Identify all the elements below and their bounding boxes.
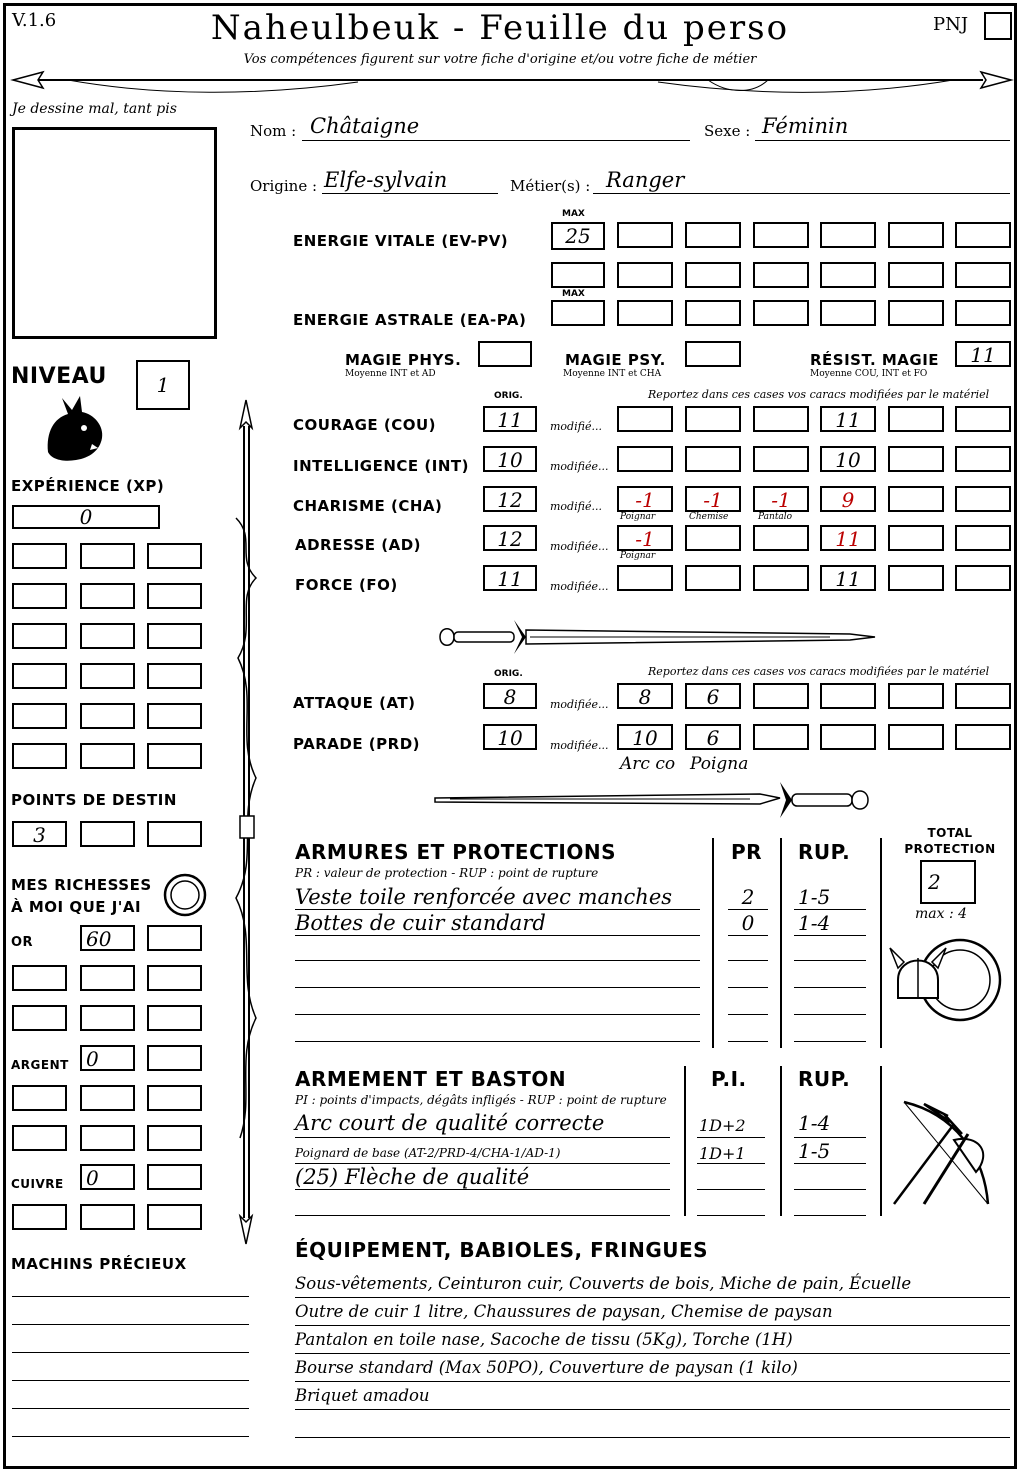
helmet-shield-icon: [888, 928, 1003, 1028]
carac-mod-box[interactable]: -1: [753, 486, 809, 512]
attaque-mod-box[interactable]: 8: [617, 683, 673, 709]
ea-box[interactable]: [753, 300, 809, 326]
equipement-line[interactable]: Briquet amadou: [295, 1386, 430, 1405]
argent-label: ARGENT: [11, 1058, 69, 1072]
carac-mod-box[interactable]: -1: [685, 486, 741, 512]
ev-box[interactable]: [617, 262, 673, 288]
carac-mod-box[interactable]: [955, 565, 1011, 591]
or-box[interactable]: [147, 965, 202, 991]
carac-mod-box[interactable]: [955, 525, 1011, 551]
argent-box[interactable]: [80, 1085, 135, 1111]
cuivre-box[interactable]: 0: [80, 1164, 135, 1190]
carac-mod-box[interactable]: [888, 486, 944, 512]
ea-label: ENERGIE ASTRALE (EA-PA): [293, 311, 527, 329]
armure-pr[interactable]: 0: [741, 911, 755, 935]
parade-mod-box[interactable]: [753, 724, 809, 750]
armure-rup[interactable]: 1-5: [798, 885, 831, 909]
ea-box[interactable]: [685, 300, 741, 326]
pnj-label: PNJ: [933, 14, 969, 35]
attaque-mod-box[interactable]: [753, 683, 809, 709]
xp-box[interactable]: [147, 543, 202, 569]
version-label: V.1.6: [12, 10, 57, 31]
equipement-line[interactable]: Pantalon en toile nase, Sacoche de tissu (5Kg), Torche (1H): [295, 1330, 793, 1349]
carac-mod-box[interactable]: 9: [820, 486, 876, 512]
magie-phys-box[interactable]: [478, 341, 532, 367]
vertical-spear-illustration: [226, 398, 266, 1246]
carac-mod-label: modifiée...: [550, 460, 609, 473]
xp-box[interactable]: [80, 583, 135, 609]
carac-mod-box[interactable]: [617, 446, 673, 472]
xp-box[interactable]: [12, 623, 67, 649]
carac-mod-box[interactable]: [685, 565, 741, 591]
argent-box[interactable]: [80, 1125, 135, 1151]
niveau-box[interactable]: 1: [136, 360, 190, 410]
arme-name[interactable]: Poignard de base (AT-2/PRD-4/CHA-1/AD-1): [295, 1146, 561, 1160]
parade-mod-box[interactable]: [820, 724, 876, 750]
resist-magie-label: RÉSIST. MAGIE: [810, 351, 940, 369]
or-box[interactable]: [12, 965, 67, 991]
carac-mod-box[interactable]: [685, 525, 741, 551]
armement-title: ARMEMENT ET BASTON: [295, 1067, 567, 1091]
combat-orig-label: ORIG.: [494, 669, 523, 679]
ev-box[interactable]: [820, 262, 876, 288]
xp-box[interactable]: [147, 583, 202, 609]
sexe-label: Sexe :: [704, 122, 751, 140]
ea-max-box[interactable]: [551, 300, 605, 326]
portrait-caption: Je dessine mal, tant pis: [12, 101, 177, 117]
carac-label: FORCE (FO): [295, 576, 398, 594]
attaque-mod-box[interactable]: 6: [685, 683, 741, 709]
argent-box[interactable]: [12, 1085, 67, 1111]
attaque-orig-box[interactable]: 8: [483, 683, 537, 709]
carac-orig-label: ORIG.: [494, 391, 523, 401]
armure-line[interactable]: [295, 960, 700, 961]
xp-box[interactable]: [80, 623, 135, 649]
parade-mod-box[interactable]: 6: [685, 724, 741, 750]
armure-line[interactable]: [295, 1041, 700, 1042]
ev-max-label: MAX: [562, 209, 585, 219]
carac-orig-box[interactable]: 11: [483, 406, 537, 432]
attaque-mod-box[interactable]: [820, 683, 876, 709]
ea-box[interactable]: [617, 300, 673, 326]
carac-mod-box[interactable]: [753, 525, 809, 551]
sheet-subtitle: Vos compétences figurent sur votre fiche d'origine et/ou votre fiche de métier: [243, 52, 757, 67]
carac-report-note: Reportez dans ces cases vos caracs modifiées par le matériel: [648, 388, 990, 401]
carac-orig-box[interactable]: 11: [483, 565, 537, 591]
xp-box[interactable]: 0: [12, 505, 160, 529]
xp-box[interactable]: [80, 543, 135, 569]
carac-mod-box[interactable]: [753, 565, 809, 591]
sheet-title: Naheulbeuk - Feuille du perso: [210, 8, 790, 48]
parade-label: PARADE (PRD): [293, 735, 421, 753]
arme-rup[interactable]: 1-5: [798, 1139, 831, 1163]
total-protection-label-2: PROTECTION: [904, 842, 996, 856]
cuivre-box[interactable]: [80, 1204, 135, 1230]
combat-col-note: Arc co: [620, 754, 676, 774]
parade-orig-box[interactable]: 10: [483, 724, 537, 750]
argent-box[interactable]: [147, 1085, 202, 1111]
ev-box[interactable]: [753, 262, 809, 288]
portrait-box[interactable]: [12, 127, 217, 339]
carac-label: COURAGE (COU): [293, 416, 437, 434]
sword-illustration: [430, 776, 880, 826]
or-box[interactable]: [12, 1005, 67, 1031]
nom-field[interactable]: Châtaigne: [310, 114, 420, 138]
carac-mod-note: Pantalo: [758, 512, 793, 522]
armement-note: PI : points d'impacts, dégâts infligés - RUP : point de rupture: [295, 1093, 667, 1107]
ea-box[interactable]: [955, 300, 1011, 326]
xp-box[interactable]: [147, 703, 202, 729]
carac-mod-box[interactable]: 11: [820, 565, 876, 591]
armure-name[interactable]: Bottes de cuir standard: [295, 911, 546, 935]
ev-box[interactable]: [617, 222, 673, 248]
arme-name[interactable]: (25) Flèche de qualité: [295, 1165, 530, 1189]
combat-col-note: Poigna: [690, 754, 749, 774]
ev-label: ENERGIE VITALE (EV-PV): [293, 232, 509, 250]
origine-label: Origine :: [250, 177, 318, 195]
destin-box[interactable]: 3: [12, 821, 67, 847]
carac-mod-box[interactable]: -1: [617, 525, 673, 551]
cuivre-label: CUIVRE: [11, 1177, 64, 1191]
carac-orig-box[interactable]: 12: [483, 525, 537, 551]
ea-box[interactable]: [888, 300, 944, 326]
sexe-field[interactable]: Féminin: [762, 114, 849, 138]
ea-max-label: MAX: [562, 289, 585, 299]
pnj-checkbox[interactable]: [984, 12, 1012, 40]
attaque-mod-box[interactable]: [888, 683, 944, 709]
ev-box[interactable]: [685, 222, 741, 248]
ev-box[interactable]: [955, 222, 1011, 248]
carac-mod-label: modifié...: [550, 420, 602, 433]
armure-name[interactable]: Veste toile renforcée avec manches: [295, 885, 673, 909]
cuivre-box[interactable]: [12, 1204, 67, 1230]
niveau-label: NIVEAU: [11, 364, 107, 389]
destin-label: POINTS DE DESTIN: [11, 791, 177, 809]
xp-box[interactable]: [80, 703, 135, 729]
ev-box[interactable]: [753, 222, 809, 248]
ea-box[interactable]: [820, 300, 876, 326]
ev-box[interactable]: [955, 262, 1011, 288]
carac-mod-box[interactable]: 11: [820, 406, 876, 432]
carac-mod-box[interactable]: [753, 446, 809, 472]
carac-mod-box[interactable]: [955, 406, 1011, 432]
armement-pi-header: P.I.: [711, 1067, 747, 1091]
richesses-label: MES RICHESSES: [11, 876, 152, 894]
destin-box[interactable]: [147, 821, 202, 847]
arme-line[interactable]: [295, 1215, 670, 1216]
carac-mod-box[interactable]: [955, 446, 1011, 472]
armure-line[interactable]: [295, 987, 700, 988]
or-box[interactable]: [80, 965, 135, 991]
magie-psy-label: MAGIE PSY.: [565, 351, 666, 369]
metier-field[interactable]: Ranger: [606, 168, 685, 192]
armures-pr-header: PR: [731, 840, 763, 864]
carac-mod-box[interactable]: [888, 446, 944, 472]
arme-pi[interactable]: 1D+1: [699, 1144, 746, 1163]
carac-mod-box[interactable]: [888, 565, 944, 591]
parade-mod-box[interactable]: [955, 724, 1011, 750]
xp-box[interactable]: [147, 623, 202, 649]
xp-box[interactable]: [12, 663, 67, 689]
carac-orig-box[interactable]: 12: [483, 486, 537, 512]
ev-box[interactable]: [820, 222, 876, 248]
or-box[interactable]: 60: [80, 925, 135, 951]
armure-line[interactable]: [295, 1014, 700, 1015]
dragon-head-icon: [40, 392, 108, 464]
carac-mod-box[interactable]: [685, 406, 741, 432]
arme-name[interactable]: Arc court de qualité correcte: [295, 1111, 605, 1135]
parade-mod-label: modifiée...: [550, 739, 609, 752]
armure-pr[interactable]: 2: [741, 885, 755, 909]
carac-orig-box[interactable]: 10: [483, 446, 537, 472]
xp-box[interactable]: [12, 543, 67, 569]
ev-box[interactable]: [685, 262, 741, 288]
carac-mod-box[interactable]: -1: [617, 486, 673, 512]
armure-rup[interactable]: 1-4: [798, 911, 831, 935]
destin-box[interactable]: [80, 821, 135, 847]
spear-divider: [8, 66, 1016, 100]
argent-box[interactable]: 0: [80, 1045, 135, 1071]
xp-box[interactable]: [147, 663, 202, 689]
attaque-mod-box[interactable]: [955, 683, 1011, 709]
ev-box[interactable]: [551, 262, 605, 288]
carac-mod-box[interactable]: [888, 406, 944, 432]
resist-magie-box[interactable]: 11: [955, 341, 1011, 367]
xp-box[interactable]: [147, 743, 202, 769]
or-box[interactable]: [80, 1005, 135, 1031]
nom-label: Nom :: [250, 122, 297, 140]
metier-label: Métier(s) :: [510, 177, 591, 195]
equipement-title: ÉQUIPEMENT, BABIOLES, FRINGUES: [295, 1238, 709, 1262]
carac-mod-box[interactable]: [888, 525, 944, 551]
equipement-line[interactable]: Sous-vêtements, Ceinturon cuir, Couverts de bois, Miche de pain, Écuelle: [295, 1274, 912, 1293]
carac-label: INTELLIGENCE (INT): [293, 457, 469, 475]
or-box[interactable]: [147, 925, 202, 951]
carac-mod-box[interactable]: [617, 406, 673, 432]
cuivre-box[interactable]: [147, 1164, 202, 1190]
weapons-bow-axe-icon: [884, 1094, 1004, 1214]
carac-mod-box[interactable]: [685, 446, 741, 472]
equipement-line[interactable]: Outre de cuir 1 litre, Chaussures de paysan, Chemise de paysan: [295, 1302, 833, 1321]
argent-box[interactable]: [147, 1045, 202, 1071]
parade-mod-box[interactable]: 10: [617, 724, 673, 750]
ev-max-box[interactable]: 25: [551, 222, 605, 250]
argent-box[interactable]: [12, 1125, 67, 1151]
total-protection-label: TOTAL: [927, 826, 973, 840]
sword-illustration: [430, 612, 880, 662]
or-label: OR: [11, 935, 34, 950]
magie-psy-box[interactable]: [685, 341, 741, 367]
carac-mod-box[interactable]: 10: [820, 446, 876, 472]
armures-rup-header: RUP.: [798, 840, 851, 864]
machins-label: MACHINS PRÉCIEUX: [11, 1255, 187, 1273]
coin-icon: [162, 872, 208, 918]
ev-box[interactable]: [888, 262, 944, 288]
carac-mod-box[interactable]: [955, 486, 1011, 512]
origine-field[interactable]: Elfe-sylvain: [324, 168, 448, 192]
arme-pi[interactable]: 1D+2: [699, 1116, 746, 1135]
armement-rup-header: RUP.: [798, 1067, 851, 1091]
carac-mod-label: modifié...: [550, 500, 602, 513]
total-protection-box[interactable]: 2: [920, 860, 976, 904]
xp-box[interactable]: [80, 743, 135, 769]
richesses-label-2: À MOI QUE J'AI: [11, 898, 142, 916]
carac-mod-box[interactable]: [617, 565, 673, 591]
parade-mod-box[interactable]: [888, 724, 944, 750]
armures-note: PR : valeur de protection - RUP : point de rupture: [295, 866, 599, 880]
carac-label: CHARISME (CHA): [293, 497, 443, 515]
ev-box[interactable]: [888, 222, 944, 248]
carac-mod-note: Poignar: [620, 512, 656, 522]
carac-mod-label: modifiée...: [550, 540, 609, 553]
carac-mod-note: Poignar: [620, 551, 656, 561]
arme-rup[interactable]: 1-4: [798, 1111, 831, 1135]
carac-mod-box[interactable]: 11: [820, 525, 876, 551]
carac-mod-label: modifiée...: [550, 580, 609, 593]
combat-report-note: Reportez dans ces cases vos caracs modifiées par le matériel: [648, 665, 990, 678]
resist-magie-note: Moyenne COU, INT et FO: [810, 369, 928, 379]
carac-label: ADRESSE (AD): [295, 536, 422, 554]
attaque-mod-label: modifiée...: [550, 698, 609, 711]
xp-box[interactable]: [12, 703, 67, 729]
xp-box[interactable]: [12, 743, 67, 769]
xp-box[interactable]: [12, 583, 67, 609]
cuivre-box[interactable]: [147, 1204, 202, 1230]
total-protection-max: max : 4: [915, 906, 968, 922]
attaque-label: ATTAQUE (AT): [293, 694, 416, 712]
argent-box[interactable]: [147, 1125, 202, 1151]
carac-mod-note: Chemise: [689, 512, 729, 522]
or-box[interactable]: [147, 1005, 202, 1031]
xp-box[interactable]: [80, 663, 135, 689]
xp-label: EXPÉRIENCE (XP): [11, 477, 165, 495]
magie-phys-note: Moyenne INT et AD: [345, 369, 436, 379]
equipement-line[interactable]: Bourse standard (Max 50PO), Couverture de paysan (1 kilo): [295, 1358, 798, 1377]
magie-psy-note: Moyenne INT et CHA: [563, 369, 662, 379]
armures-title: ARMURES ET PROTECTIONS: [295, 840, 616, 864]
magie-phys-label: MAGIE PHYS.: [345, 351, 462, 369]
carac-mod-box[interactable]: [753, 406, 809, 432]
